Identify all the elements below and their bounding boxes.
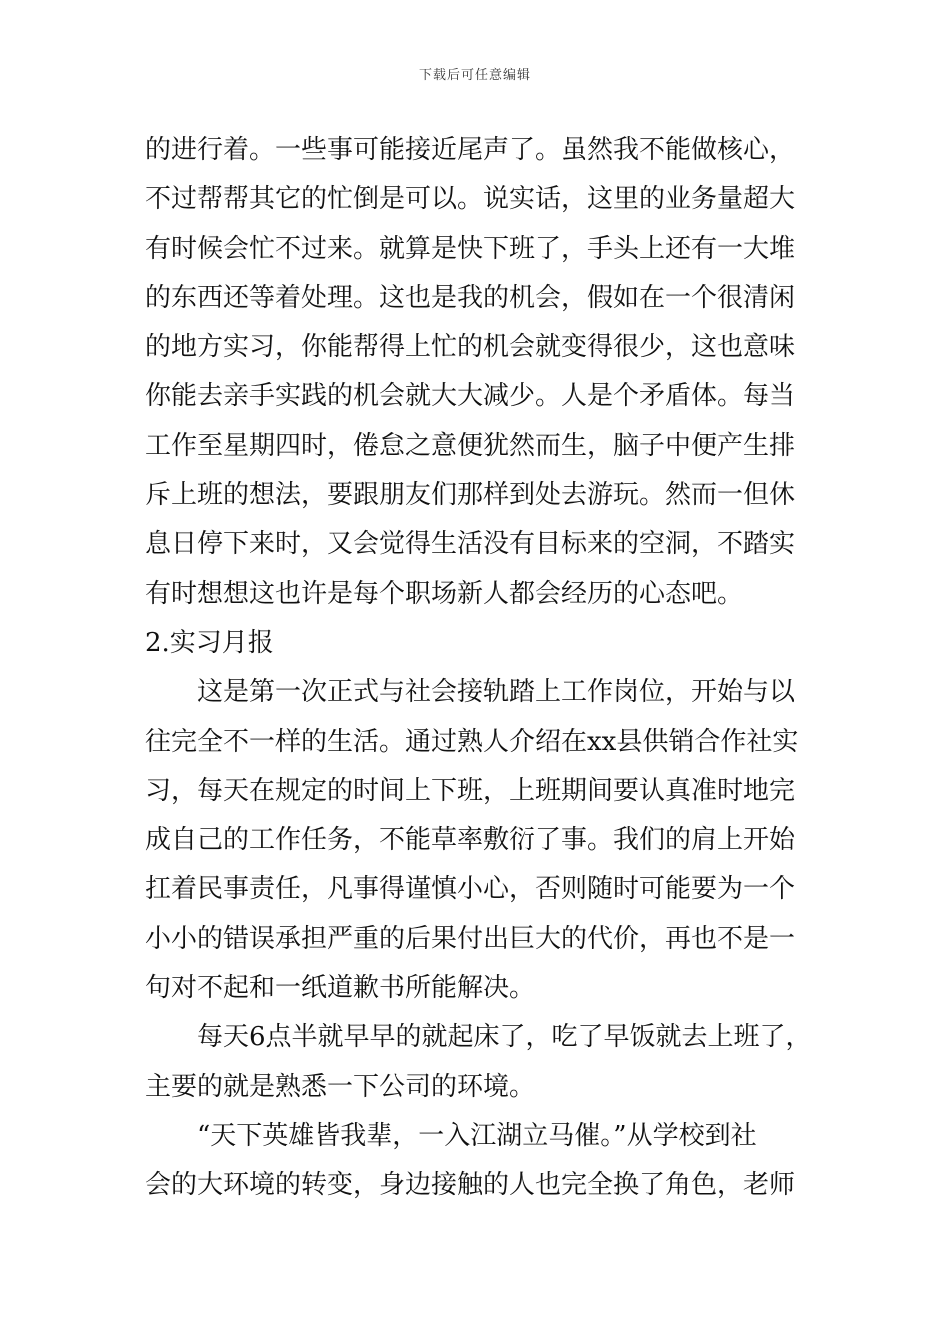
text-line: 你能去亲手实践的机会就大大减少。人是个矛盾体。每当	[145, 381, 796, 412]
text-line: 主要的就是熟悉一下公司的环境。	[145, 1071, 536, 1102]
page-header: 下载后可任意编辑	[418, 68, 531, 83]
text-line: 习，每天在规定的时间上下班，上班期间要认真准时地完	[145, 775, 796, 806]
text-line: 句对不起和一纸道歉书所能解决。	[145, 973, 536, 1004]
text-line: 扛着民事责任，凡事得谨慎小心，否则随时可能要为一个	[145, 874, 796, 905]
section-heading: 2.实习月报	[145, 627, 274, 658]
text-line: 小小的错误承担严重的后果付出巨大的代价，再也不是一	[145, 923, 796, 954]
text-line: “天下英雄皆我辈，一入江湖立马催。”从学校到社	[197, 1120, 757, 1151]
text-line: 往完全不一样的生活。通过熟人介绍在xx县供销合作社实	[145, 726, 799, 757]
text-line: 工作至星期四时，倦怠之意便犹然而生，脑子中便产生排	[145, 430, 796, 461]
text-line: 成自己的工作任务，不能草率敷衍了事。我们的肩上开始	[145, 825, 796, 856]
text-line: 斥上班的想法，要跟朋友们那样到处去游玩。然而一但休	[145, 480, 796, 511]
text-line: 这是第一次正式与社会接轨踏上工作岗位，开始与以	[197, 677, 796, 708]
text-line: 有时候会忙不过来。就算是快下班了，手头上还有一大堆	[145, 233, 796, 264]
text-line: 的进行着。一些事可能接近尾声了。虽然我不能做核心，	[145, 135, 796, 165]
text-line: 息日停下来时，又会觉得生活没有目标来的空洞，不踏实	[145, 529, 796, 560]
text-line: 每天6点半就早早的就起床了，吃了早饭就去上班了，	[197, 1022, 812, 1053]
text-line: 的地方实习，你能帮得上忙的机会就变得很少，这也意味	[145, 332, 796, 363]
text-line: 的东西还等着处理。这也是我的机会，假如在一个很清闲	[145, 282, 796, 313]
text-line: 不过帮帮其它的忙倒是可以。说实话，这里的业务量超大	[145, 184, 796, 215]
text-line: 有时想想这也许是每个职场新人都会经历的心态吧。	[145, 578, 744, 609]
document-body	[145, 126, 810, 1211]
text-line: 会的大环境的转变，身边接触的人也完全换了角色，老师	[145, 1170, 796, 1201]
